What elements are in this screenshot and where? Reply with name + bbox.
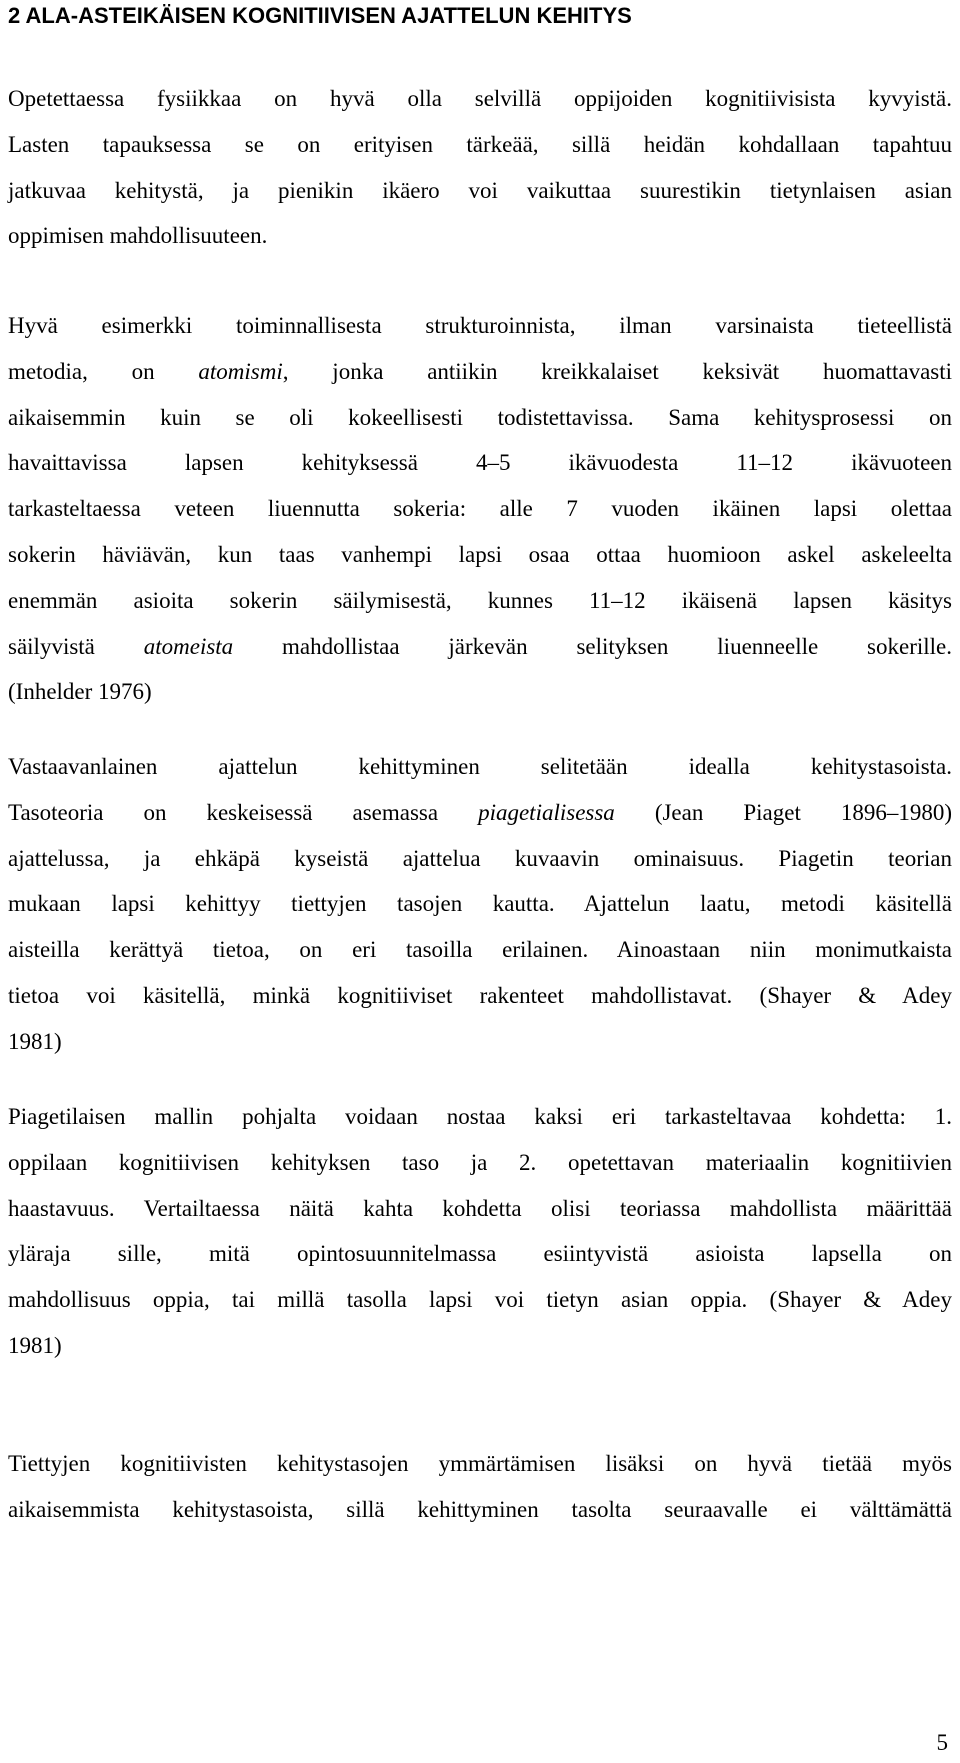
text-line: aisteilla kerättyä tietoa, on eri tasoilla erilainen. Ainoastaan niin monimutkaista (8, 937, 952, 963)
text-line: Piagetilaisen mallin pohjalta voidaan nostaa kaksi eri tarkasteltavaa kohdetta: 1. (8, 1104, 952, 1129)
text-line: aikaisemmin kuin se oli kokeellisesti todistettavissa. Sama kehitysprosessi on (8, 404, 952, 430)
italic-term: piagetialisessa (478, 799, 615, 825)
text-line: mahdollisuus oppia, tai millä tasolla lapsi voi tietyn asian oppia. (Shayer & Adey (8, 1287, 952, 1313)
text-segment: Tasoteoria on keskeisessä asemassa (8, 799, 479, 825)
citation: 1981) (8, 1332, 62, 1358)
text-segment: metodia, on (8, 358, 199, 384)
page-number: 5 (936, 1730, 948, 1755)
document-page (8, 0, 952, 1763)
paragraph-developmental-stages (8, 1441, 952, 1533)
text-line: mukaan lapsi kehittyy tiettyjen tasojen kautta. Ajattelun laatu, metodi käsitellä (8, 891, 952, 917)
text-line: oppilaan kognitiivisen kehityksen taso ja 2. opetettavan materiaalin kognitiivien (8, 1149, 952, 1175)
text-line (8, 624, 952, 670)
text-line: yläraja sille, mitä opintosuunnitelmassa esiintyvistä asioista lapsella on (8, 1241, 952, 1267)
text-segment: mahdollistaa järkevän selityksen liuenneelle sokerille. (233, 633, 952, 659)
text-line: tarkasteltaessa veteen liuennutta sokeria: alle 7 vuoden ikäinen lapsi olettaa (8, 496, 952, 522)
paragraph-piagetian-model (8, 1094, 952, 1369)
text-line: oppimisen mahdollisuuteen. (8, 223, 268, 249)
text-line: haastavuus. Vertailtaessa näitä kahta kohdetta olisi teoriassa mahdollista määrittää (8, 1195, 952, 1221)
text-line: aikaisemmista kehitystasoista, sillä kehittyminen tasolta seuraavalle ei välttämättä (8, 1496, 952, 1522)
text-segment: säilyvistä (8, 633, 144, 659)
italic-term: atomeista (143, 633, 234, 659)
text-segment: (Jean Piaget 1896–1980) (614, 799, 952, 825)
text-line: ajattelussa, ja ehkäpä kyseistä ajattelua kuvaavin ominaisuus. Piagetin teorian (8, 845, 952, 871)
text-line: tietoa voi käsitellä, minkä kognitiiviset rakenteet mahdollistavat. (Shayer & Adey (8, 982, 952, 1008)
citation: (Inhelder 1976) (8, 679, 152, 705)
section-heading: 2 ALA-ASTEIKÄISEN KOGNITIIVISEN AJATTELUN KEHITYS (8, 3, 632, 28)
text-line: jatkuvaa kehitystä, ja pienikin ikäero voi vaikuttaa suurestikin tietynlaisen asian (8, 177, 952, 203)
citation: 1981) (8, 1028, 62, 1054)
text-line: Vastaavanlainen ajattelun kehittyminen selitetään idealla kehitystasoista. (8, 754, 952, 779)
text-line: sokerin häviävän, kun taas vanhempi lapsi osaa ottaa huomioon askel askeleelta (8, 541, 952, 567)
text-line (8, 790, 952, 836)
text-line: Opetettaessa fysiikkaa on hyvä olla selvillä oppijoiden kognitiivisista kyvyistä. (8, 86, 952, 111)
text-line: enemmän asioita sokerin säilymisestä, kunnes 11–12 ikäisenä lapsen käsitys (8, 587, 952, 613)
text-line: Hyvä esimerkki toiminnallisesta strukturoinnista, ilman varsinaista tieteellistä (8, 313, 952, 338)
paragraph-intro (8, 76, 952, 259)
text-segment: , jonka antiikin kreikkalaiset keksivät huomattavasti (282, 358, 953, 384)
text-line: havaittavissa lapsen kehityksessä 4–5 ikävuodesta 11–12 ikävuoteen (8, 450, 952, 476)
paragraph-atomism (8, 303, 952, 715)
italic-term: atomismi (198, 358, 283, 384)
text-line: Tiettyjen kognitiivisten kehitystasojen ymmärtämisen lisäksi on hyvä tietää myös (8, 1451, 952, 1476)
text-line (8, 349, 952, 395)
paragraph-stage-theory (8, 744, 952, 1065)
text-line: Lasten tapauksessa se on erityisen tärkeää, sillä heidän kohdallaan tapahtuu (8, 131, 952, 157)
